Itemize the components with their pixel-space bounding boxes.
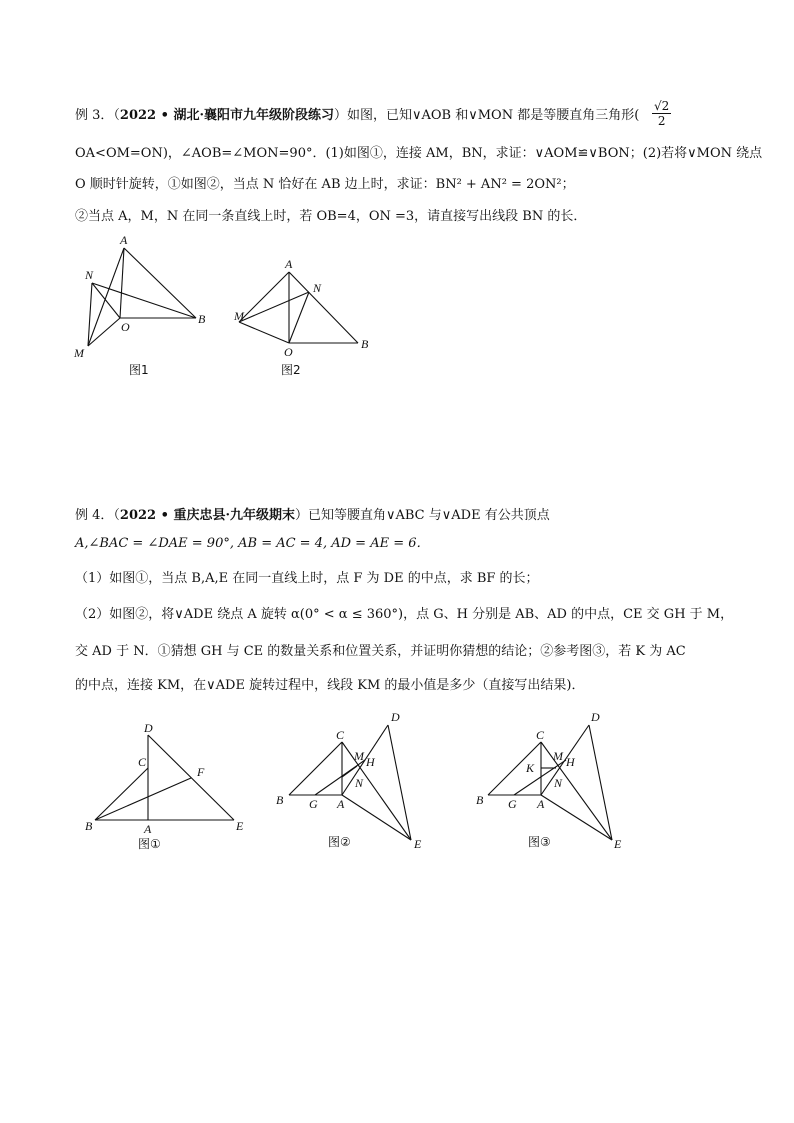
ex4-fig3-label-E: E xyxy=(614,837,622,851)
ex4-fig2-label-G: G xyxy=(309,797,318,811)
ex3-line-4: ②当点 A，M，N 在同一条直线上时，若 OB=4，ON =3，请直接写出线段 BN 的长． xyxy=(75,209,587,224)
fig1-label-A: A xyxy=(120,233,128,247)
segment-AE xyxy=(342,795,411,840)
ex4-fig1-label-E: E xyxy=(236,819,244,833)
fig2-label-M: M xyxy=(234,309,244,323)
segment-CE xyxy=(541,742,612,840)
segment-MO xyxy=(239,322,289,343)
segment-BC xyxy=(289,742,342,795)
fig1-label-B: B xyxy=(198,312,206,326)
ex4-fig2-label-B: B xyxy=(276,793,284,807)
ex4-fig2-caption: 图② xyxy=(328,835,351,849)
segment-NB xyxy=(92,283,196,318)
ex4-fig1-caption: 图① xyxy=(138,837,161,851)
ex4-figure-2 xyxy=(289,725,411,840)
ex4-line-5: 交 AD 于 N．①猜想 GH 与 CE 的数量关系和位置关系，并证明你猜想的结论；②参考图③，若 K 为 AC xyxy=(75,644,686,659)
fig1-label-N: N xyxy=(85,268,94,282)
ex4-fig2-label-M: M xyxy=(354,749,364,763)
ex3-source: 2022 • 湖北·襄阳市九年级阶段练习 xyxy=(119,108,334,123)
fig2-label-O: O xyxy=(284,345,293,359)
ex4-fig1-label-D: D xyxy=(144,721,153,735)
ex4-fig3-label-H: H xyxy=(566,755,575,769)
ex4-fig1-label-B: B xyxy=(85,819,93,833)
ex4-fig3-caption: 图③ xyxy=(528,835,551,849)
ex4-fig1-label-A: A xyxy=(144,822,152,836)
ex4-fig3-label-B: B xyxy=(476,793,484,807)
segment-DE xyxy=(589,725,612,840)
ex4-line-6: 的中点，连接 KM，在∨ADE 旋转过程中，线段 KM 的最小值是多少（直接写出结果)． xyxy=(75,678,585,693)
ex4-fig1-label-F: F xyxy=(197,765,205,779)
ex4-fig2-label-A: A xyxy=(337,797,345,811)
fig2-caption: 图2 xyxy=(281,363,301,377)
segment-AD xyxy=(541,725,589,795)
ex4-label: 例 4．（ xyxy=(75,508,120,523)
ex4-fig3-label-K: K xyxy=(526,761,535,775)
ex4-fig2-label-C: C xyxy=(336,728,345,742)
segment-DE xyxy=(148,735,234,820)
ex3-line-3: O 顺时针旋转，①如图②，当点 N 恰好在 AB 边上时，求证：BN² + AN² = 2ON²； xyxy=(75,177,575,192)
fraction-denominator: 2 xyxy=(657,114,666,128)
ex4-fig2-label-E: E xyxy=(414,837,422,851)
ex4-fig3-label-C: C xyxy=(536,728,545,742)
ex4-fig2-label-N: N xyxy=(355,776,364,790)
fig1-caption: 图1 xyxy=(129,363,149,377)
fig2-label-B: B xyxy=(361,337,369,351)
ex4-line-2: A,∠BAC = ∠DAE = 90°, AB = AC = 4, AD = AE = 6． xyxy=(75,536,430,551)
segment-AM xyxy=(239,272,289,322)
segment-AM xyxy=(88,248,124,346)
ex4-fig3-label-G: G xyxy=(508,797,517,811)
segment-BC xyxy=(95,768,148,820)
segment-AE xyxy=(541,795,612,840)
ex4-fig2-label-D: D xyxy=(391,710,400,724)
segment-AB xyxy=(289,272,358,343)
fraction-numerator: √2 xyxy=(654,99,670,113)
ex4-fig3-label-D: D xyxy=(591,710,600,724)
fig1-label-O: O xyxy=(121,320,130,334)
ex4-fig3-label-N: N xyxy=(554,776,563,790)
ex4-fig1-label-C: C xyxy=(138,755,147,769)
ex3-line-2: OA<OM=ON)，∠AOB=∠MON=90°．(1)如图①，连接 AM，BN，求证：∨AOM≌∨BON；(2)若将∨MON 绕点 xyxy=(75,146,763,161)
ex4-source: 2022 • 重庆忠县·九年级期末 xyxy=(119,508,295,523)
ex4-line-3: （1）如图①，当点 B,A,E 在同一直线上时，点 F 为 DE 的中点，求 BF 的长； xyxy=(75,571,539,586)
ex3-figure-1 xyxy=(88,248,196,346)
ex4-text-1: ）已知等腰直角∨ABC 与∨ADE 有公共顶点 xyxy=(294,508,550,523)
fig1-label-M: M xyxy=(74,346,84,360)
ex4-figure-3 xyxy=(488,725,612,840)
ex3-figure-2 xyxy=(239,272,358,343)
ex4-line-4: （2）如图②，将∨ADE 绕点 A 旋转 α(0° < α ≤ 360°)，点 G、H 分别是 AB、AD 的中点，CE 交 GH 于 M， xyxy=(75,607,734,622)
ex3-text-1: ）如图，已知∨AOB 和∨MON 都是等腰直角三角形( xyxy=(333,108,640,123)
segment-BF xyxy=(95,778,191,820)
fig2-label-A: A xyxy=(285,257,293,271)
ex4-fig2-label-H: H xyxy=(366,755,375,769)
ex4-figure-1 xyxy=(95,735,234,820)
ex3-label: 例 3．（ xyxy=(75,108,120,123)
ex4-fig3-label-A: A xyxy=(537,797,545,811)
ex4-fig3-label-M: M xyxy=(553,749,563,763)
ex4-line-1 xyxy=(75,507,550,525)
fig2-label-N: N xyxy=(313,281,322,295)
segment-AB xyxy=(124,248,196,318)
